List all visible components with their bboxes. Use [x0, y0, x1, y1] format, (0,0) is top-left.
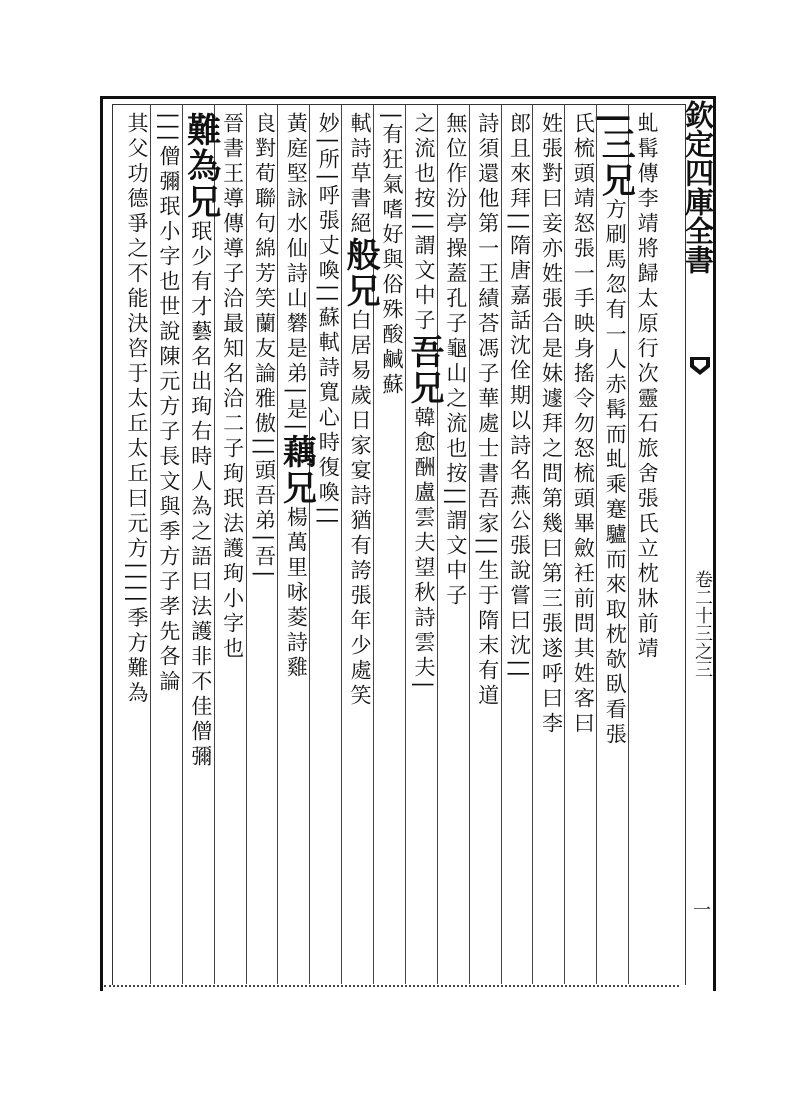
library-title: 欽定四庫全書: [681, 100, 715, 274]
text-column: [313, 112, 343, 980]
entry-heading: 難為兄: [180, 112, 221, 220]
column-text: 詩須還他第一王績荅馮子華處士書吾家||生于隋末有道: [475, 112, 500, 710]
entry-heading: 藕兄: [276, 434, 317, 507]
text-column: [595, 112, 636, 980]
text-column: [568, 112, 598, 980]
column-text: 良對荀聯句綿芳笑蘭友論雅傲||: [252, 112, 277, 460]
text-column: [377, 112, 407, 980]
column-text: 虬髯傳李靖將歸太原行次靈石旅舍張氏立枕牀前靖: [635, 112, 660, 662]
column-text: 之流也按||謂文中子: [411, 112, 436, 335]
volume-label: 卷二十三之三: [692, 570, 713, 678]
text-column: [180, 112, 221, 980]
column-text: 妙|所|: [316, 112, 341, 185]
entry-heading: |三兄: [595, 112, 636, 199]
column-text: 白居易歲日家宴詩猶有誇張年少處笑: [348, 309, 373, 709]
text-column: [505, 112, 535, 980]
text-column: [154, 112, 184, 980]
text-column: [441, 112, 471, 980]
column-text: 郎且來拜||隋唐嘉話沈佺期以詩名燕公張說嘗曰沈||: [507, 112, 532, 682]
column-text: 呼張丈喚||蘇軾詩寬心時復喚||: [316, 184, 341, 529]
column-text: 珉少有才藝名出珣右時人為之語曰法護非不佳僧彌: [188, 220, 213, 770]
column-text: 方刷馬忽有一人赤髯而虬乘蹇驢而來取枕欹臥看張: [603, 198, 628, 749]
column-text: 無位作汾亭操蓋孔子龜山之流也按||謂文中子: [443, 112, 468, 610]
entry-heading: 吾兄: [403, 334, 444, 407]
text-column: [276, 112, 317, 980]
text-column: [250, 112, 280, 980]
margin-column: [681, 100, 716, 980]
text-column: [632, 112, 662, 980]
column-text: 絕: [348, 212, 373, 237]
text-column: [218, 112, 248, 980]
text-column: [536, 112, 566, 980]
column-text: 其父功德爭之不能決咨于太丘太丘曰元方||||季方難為: [125, 112, 149, 707]
column-text: |有狂氣嗜好與俗殊酸鹹蘇: [380, 112, 405, 399]
text-column: [340, 112, 381, 980]
column-text: 晉書王導傳導子洽最知名洽二子珣珉法護珣小字也: [220, 112, 245, 662]
column-text: 氏梳頭靖怒張一手映身搖令勿怒梳頭畢斂衽前問其姓客曰: [571, 112, 596, 737]
bottom-rule: [104, 985, 679, 987]
column-text: 頭吾弟|吾|: [252, 459, 277, 582]
column-text: |||僧彌珉小字也世說陳元方子長文與季方子孝先各論: [156, 112, 181, 696]
column-text: 姓張對曰妾亦姓張合是妹遽拜之問第幾曰第三張遂呼曰李: [539, 112, 564, 737]
column-text: 楊萬里咏菱詩雞: [284, 506, 309, 682]
text-column: [122, 112, 152, 980]
text-column: [473, 112, 503, 980]
fish-tail-icon: [688, 355, 712, 385]
entry-heading: 般兄: [340, 237, 381, 309]
text-column: [403, 112, 444, 980]
column-text: 韓愈酬盧雲夫望秋詩雲夫|: [411, 406, 436, 693]
column-text: 黃庭堅詠水仙詩山礬是弟|是|: [284, 112, 309, 435]
column-text: 軾詩草書: [348, 112, 373, 212]
page-number: 一: [690, 900, 711, 918]
